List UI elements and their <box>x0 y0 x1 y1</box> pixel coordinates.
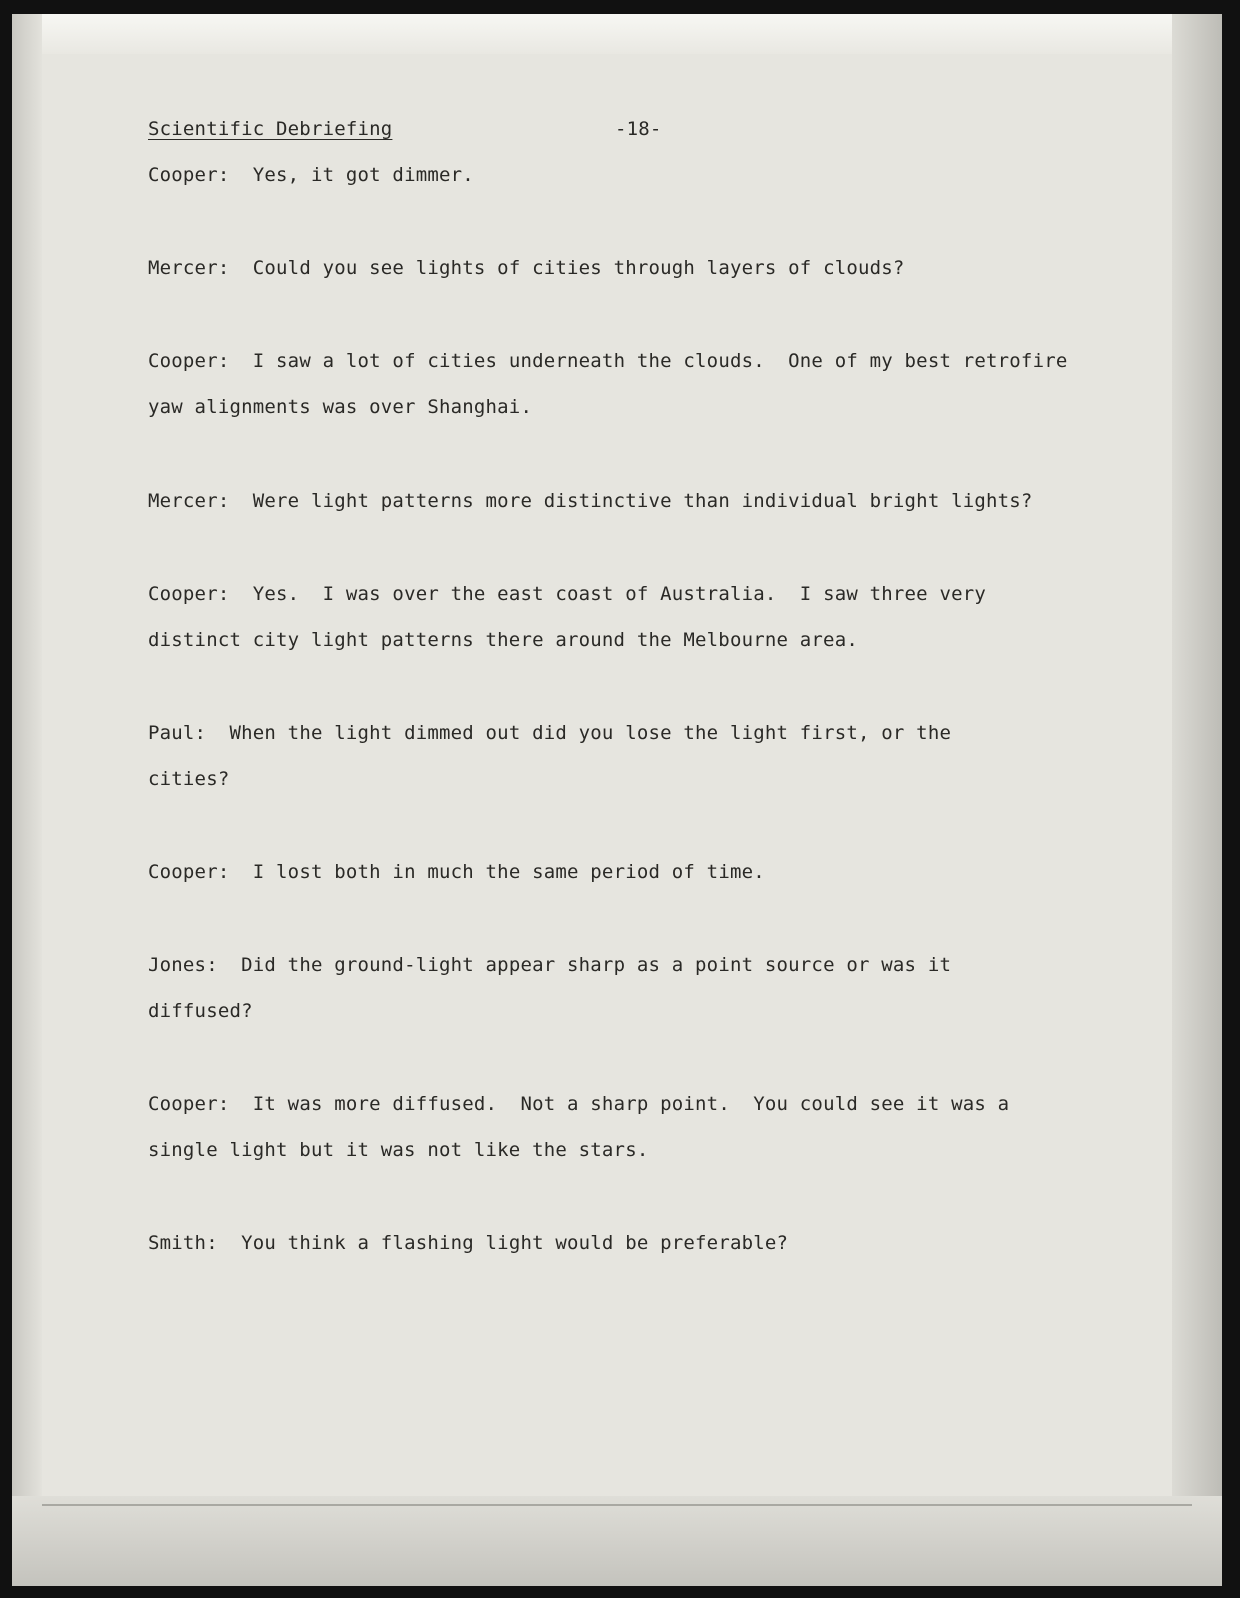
transcript-line <box>148 490 1033 512</box>
transcript-line-continued: cities? <box>148 768 230 790</box>
speaker-label: Jones: <box>148 954 218 976</box>
scan-shadow-bottom <box>12 1496 1222 1586</box>
speaker-label: Paul: <box>148 722 207 744</box>
transcript-line <box>148 1093 1009 1115</box>
transcript-line <box>148 350 1068 372</box>
utterance-text: Were light patterns more distinctive than individual bright lights? <box>252 490 1033 512</box>
page-number: -18- <box>615 118 662 140</box>
transcript-line <box>148 861 765 883</box>
speaker-label: Cooper: <box>148 1093 230 1115</box>
sheet-edge <box>42 1504 1192 1506</box>
scan-shadow-top <box>12 14 1222 54</box>
page-header <box>148 118 1148 148</box>
transcript-line-continued: diffused? <box>148 1000 253 1022</box>
utterance-text: It was more diffused. Not a sharp point. You could see it was a <box>252 1093 1010 1115</box>
speaker-label: Cooper: <box>148 583 230 605</box>
document-page <box>12 14 1222 1586</box>
utterance-text: Did the ground-light appear sharp as a point source or was it <box>241 954 952 976</box>
speaker-label: Cooper: <box>148 164 230 186</box>
utterance-text: I lost both in much the same period of time. <box>252 861 765 883</box>
transcript-line <box>148 257 905 279</box>
document-title: Scientific Debriefing <box>148 118 393 140</box>
utterance-text: Could you see lights of cities through layers of clouds? <box>252 257 905 279</box>
utterance-text: You think a flashing light would be preferable? <box>241 1232 789 1254</box>
utterance-text: Yes, it got dimmer. <box>252 164 474 186</box>
transcript-line <box>148 583 986 605</box>
transcript-line-continued: yaw alignments was over Shanghai. <box>148 396 533 418</box>
utterance-text: I saw a lot of cities underneath the clouds. One of my best retrofire <box>252 350 1068 372</box>
transcript-line <box>148 1232 788 1254</box>
transcript-line <box>148 722 951 744</box>
scan-shadow-right <box>1172 14 1222 1586</box>
utterance-text: When the light dimmed out did you lose the light first, or the <box>229 722 952 744</box>
speaker-label: Mercer: <box>148 257 230 279</box>
transcript-line <box>148 954 951 976</box>
speaker-label: Smith: <box>148 1232 218 1254</box>
scan-shadow-left <box>12 14 42 1586</box>
speaker-label: Mercer: <box>148 490 230 512</box>
transcript-line-continued: distinct city light patterns there around the Melbourne area. <box>148 629 858 651</box>
transcript-line-continued: single light but it was not like the stars. <box>148 1139 649 1161</box>
speaker-label: Cooper: <box>148 861 230 883</box>
transcript-line <box>148 164 474 186</box>
utterance-text: Yes. I was over the east coast of Australia. I saw three very <box>252 583 987 605</box>
speaker-label: Cooper: <box>148 350 230 372</box>
